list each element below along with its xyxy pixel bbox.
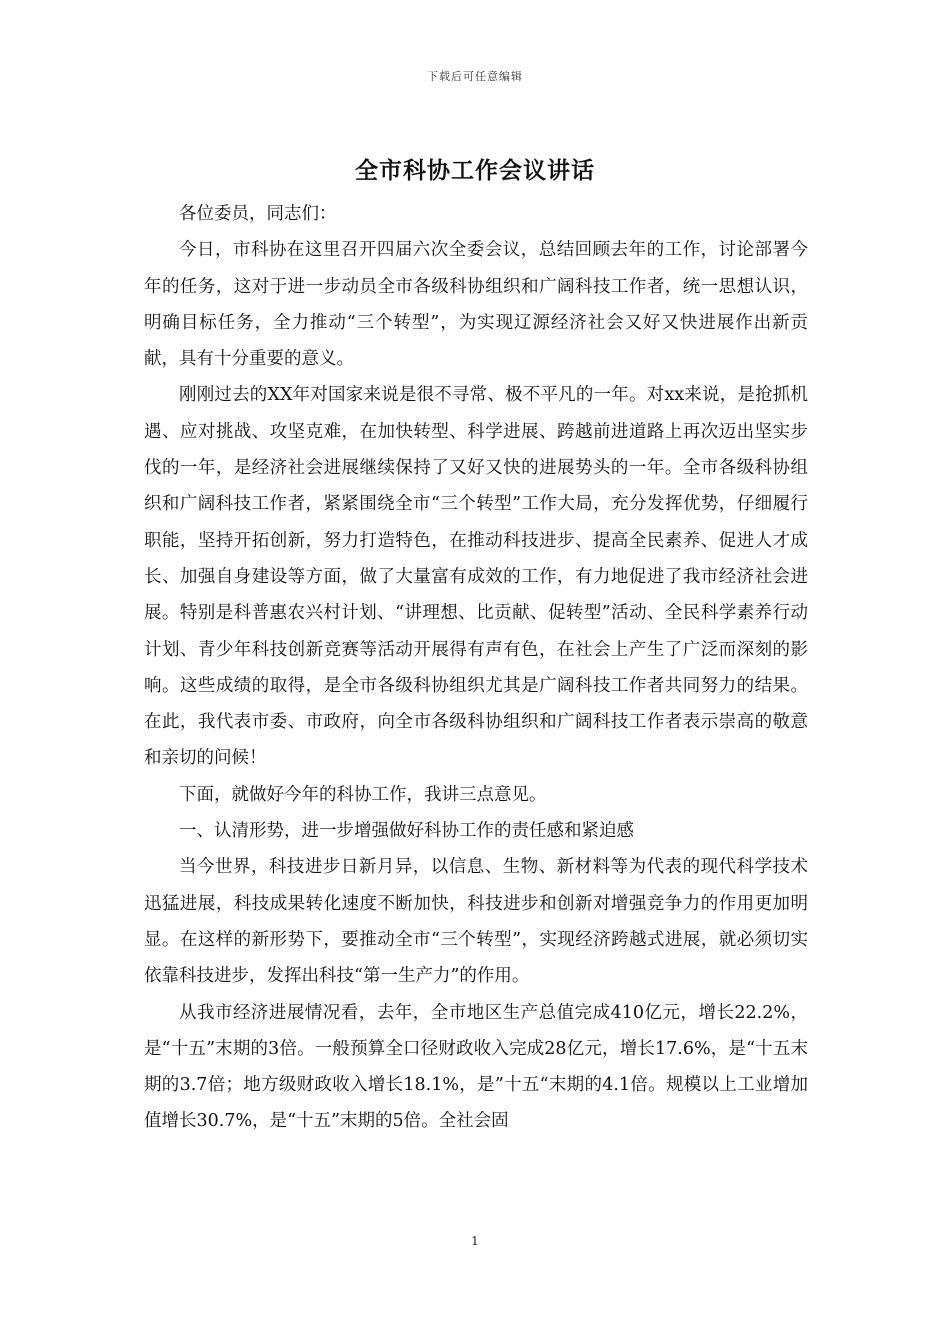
section-heading-1: 一、认清形势，进一步增强做好科协工作的责任感和紧迫感 [179, 821, 634, 842]
paragraph-economy: 从我市经济进展情况看，去年，全市地区生产总值完成410亿元，增长22.2%，是“十五”末期的3倍。一般预算全口径财政收入完成28亿元，增长17.6%，是“十五末期的3.7倍；地方级财政收入增长18.1%，是”十五“末期的4.1倍。规模以上工业增加值增长30.7%，是“十五”末期的5倍。全社会固 [144, 1002, 808, 1132]
paragraph-situation: 当今世界，科技进步日新月异，以信息、生物、新材料等为代表的现代科学技术迅猛进展，科技成果转化速度不断加快，科技进步和创新对增强竞争力的作用更加明显。在这样的新形势下，要推动全市“三个转型”，实现经济跨越式进展，就必须切实依靠科技进步，发挥出科技“第一生产力”的作用。 [144, 857, 808, 987]
paragraph-salutation: 各位委员，同志们： [179, 204, 337, 224]
paragraph-transition: 下面，就做好今年的科协工作，我讲三点意见。 [179, 784, 547, 805]
page-number: 1 [471, 1234, 479, 1248]
document-body [144, 196, 808, 1140]
header-note: 下载后可任意编辑 [427, 70, 523, 83]
paragraph-opening: 今日，市科协在这里召开四届六次全委会议，总结回顾去年的工作，讨论部署今年的任务，这对于进一步动员全市各级科协组织和广阔科技工作者，统一思想认识，明确目标任务，全力推动“三个转型”，为实现辽源经济社会又好又快进展作出新贡献，具有十分重要的意义。 [144, 240, 808, 370]
page-title: 全市科协工作会议讲话 [355, 158, 595, 184]
paragraph-review: 刚刚过去的XX年对国家来说是很不寻常、极不平凡的一年。对xx来说，是抢抓机遇、应对挑战、攻坚克难，在加快转型、科学进展、跨越前进道路上再次迈出坚实步伐的一年，是经济社会进展继续保持了又好又快的进展势头的一年。全市各级科协组织和广阔科技工作者，紧紧围绕全市“三个转型”工作大局，充分发挥优势，仔细履行职能，坚持开拓创新，努力打造特色，在推动科技进步、提高全民素养、促进人才成长、加强自身建设等方面，做了大量富有成效的工作，有力地促进了我市经济社会进展。特别是科普惠农兴村计划、“讲理想、比贡献、促转型”活动、全民科学素养行动计划、青少年科技创新竞赛等活动开展得有声有色，在社会上产生了广泛而深刻的影响。这些成绩的取得，是全市各级科协组织尤其是广阔科技工作者共同努力的结果。在此，我代表市委、市政府，向全市各级科协组织和广阔科技工作者表示崇高的敬意和亲切的问候！ [144, 385, 808, 769]
